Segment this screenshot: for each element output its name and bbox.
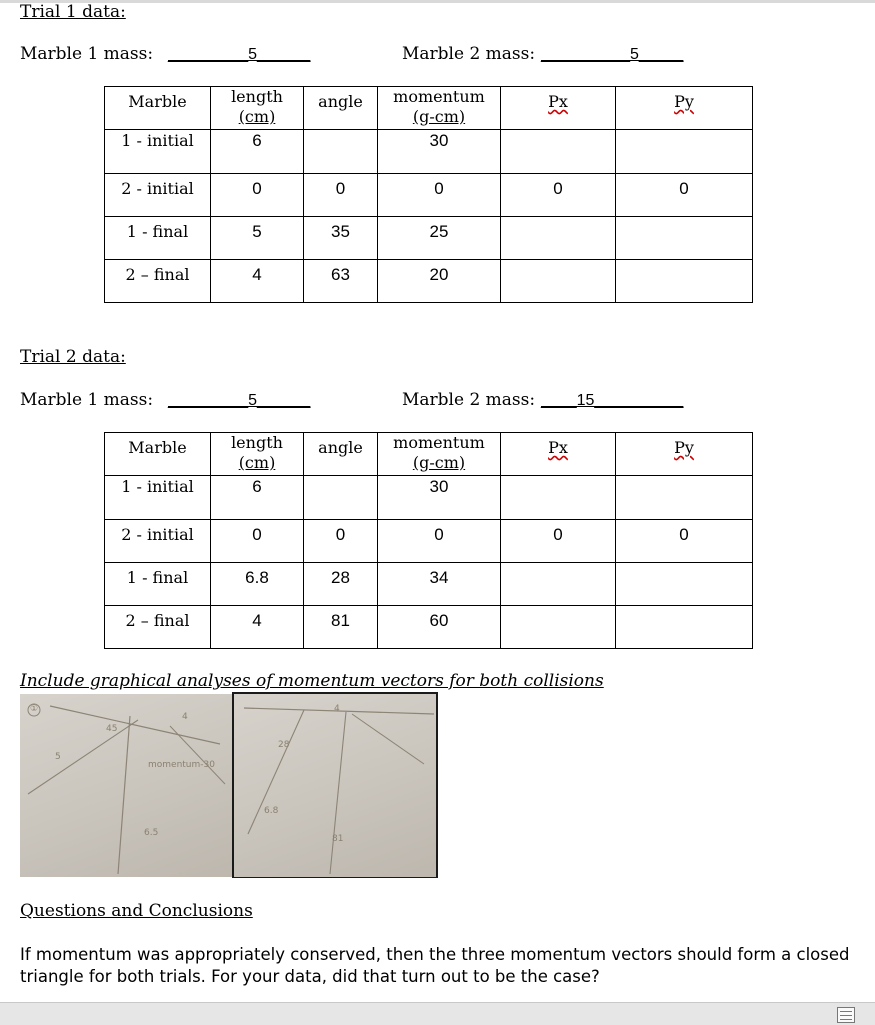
graphical-instruction: Include graphical analyses of momentum vectors for both collisions <box>20 671 604 691</box>
table-row: 2 - initial 0 0 0 0 0 <box>105 520 753 563</box>
col-marble: Marble <box>105 87 211 130</box>
table-row: 1 - final 6.8 28 34 <box>105 563 753 606</box>
col-py: Py <box>616 433 753 476</box>
table-row: 1 - initial 6 30 <box>105 130 753 174</box>
trial1-mass2-value[interactable]: __________5_____ <box>541 46 684 63</box>
table-header-row <box>105 433 753 476</box>
trial1-mass1-value[interactable]: _________5______ <box>168 46 311 63</box>
col-py: Py <box>616 87 753 130</box>
col-length: length (cm) <box>211 433 304 476</box>
col-px: Px <box>501 87 616 130</box>
vector-sketch-1 <box>20 694 232 877</box>
col-angle: angle <box>304 87 378 130</box>
status-bar <box>0 1002 875 1025</box>
table-row: 2 – final 4 81 60 <box>105 606 753 649</box>
trial1-mass1-label: Marble 1 mass: <box>20 44 154 64</box>
trial2-mass2-label: Marble 2 mass: <box>402 390 536 410</box>
col-px: Px <box>501 433 616 476</box>
trial2-table <box>104 432 753 649</box>
table-row: 2 - initial 0 0 0 0 0 <box>105 174 753 217</box>
vector-diagram-photo-1: ① 45 5 6.5 4 momentum-30 <box>20 694 232 877</box>
table-row: 1 - final 5 35 25 <box>105 217 753 260</box>
table-header-row <box>105 87 753 130</box>
col-momentum: momentum (g-cm) <box>378 87 501 130</box>
trial2-mass1-value[interactable]: _________5______ <box>168 392 311 409</box>
trial1-mass2-label: Marble 2 mass: <box>402 44 536 64</box>
document-view-icon[interactable] <box>837 1007 855 1023</box>
questions-text: If momentum was appropriately conserved, then the three momentum vectors should form a closed triangle for both trials. For your data, did that turn out to be the case? <box>20 945 850 986</box>
table-row: 1 - initial 6 30 <box>105 476 753 520</box>
col-angle: angle <box>304 433 378 476</box>
vector-sketch-2 <box>234 694 436 877</box>
col-marble: Marble <box>105 433 211 476</box>
trial2-mass1-label: Marble 1 mass: <box>20 390 154 410</box>
trial2-heading: Trial 2 data: <box>20 347 126 367</box>
table-row: 2 – final 4 63 20 <box>105 260 753 303</box>
trial1-heading: Trial 1 data: <box>20 2 126 22</box>
col-momentum: momentum (g-cm) <box>378 433 501 476</box>
trial1-table <box>104 86 753 303</box>
top-border <box>0 0 875 3</box>
col-length: length (cm) <box>211 87 304 130</box>
questions-heading: Questions and Conclusions <box>20 901 253 921</box>
vector-diagram-photo-2: 4 6.8 28 81 <box>234 694 436 877</box>
trial2-mass2-value[interactable]: ____15__________ <box>541 392 684 409</box>
